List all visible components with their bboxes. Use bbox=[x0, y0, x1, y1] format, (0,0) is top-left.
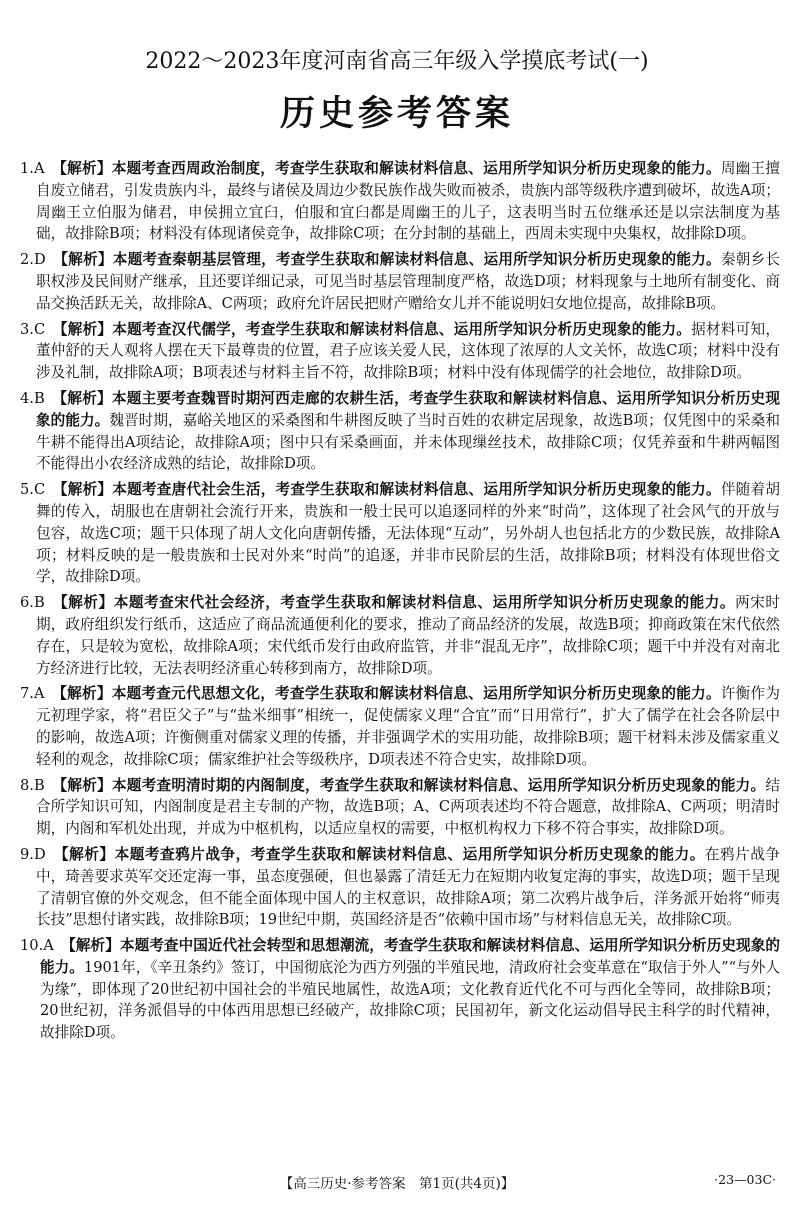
analysis-lead: 本题考查汉代儒学，考查学生获取和解读材料信息、运用所学知识分析历史现象的能力。 bbox=[112, 320, 692, 338]
analysis-lead: 本题考查唐代社会生活，考查学生获取和解读材料信息、运用所学知识分析历史现象的能力。 bbox=[112, 481, 721, 499]
answer-choice: A bbox=[33, 160, 45, 177]
analysis-body: 两宋时期，政府组织发行纸币，这适应了商品流通便利化的要求，推动了商品经济的发展，故选B项；抑商政策在宋代依然存在，只是较为宽松，故排除A项；宋代纸币发行由政府监管，并非“混乱无序”，故排除C项；题干中并没有对南北方经济进行比较，无法表明经济重心转移到南方，故排除D项。 bbox=[36, 594, 780, 677]
analysis-tag: 【解析】 bbox=[60, 594, 114, 612]
analysis-lead: 本题考查宋代社会经济，考查学生获取和解读材料信息、运用所学知识分析历史现象的能力。 bbox=[113, 594, 736, 612]
analysis-lead: 本题考查鸦片战争，考查学生获取和解读材料信息、运用所学知识分析历史现象的能力。 bbox=[114, 845, 705, 863]
answer-choice: B bbox=[33, 389, 45, 407]
answer-number: 5. bbox=[20, 481, 34, 499]
analysis-tag: 【解析】 bbox=[59, 685, 112, 703]
analysis-lead: 本题考查明清时期的内阁制度，考查学生获取和解读材料信息、运用所学知识分析历史现象的能力。 bbox=[111, 776, 766, 794]
answer-item-10 bbox=[20, 935, 780, 1044]
answer-choice: C bbox=[33, 481, 46, 499]
analysis-body: 在鸦片战争中，琦善要求英军交还定海一事，虽态度强硬，但也暴露了清廷无力在短期内收复定海的事实，故选D项；题干呈现了清朝官僚的外交观念，但不能全面体现中国人的主权意识，故排除A项；第二次鸦片战争后，洋务派开始将“师夷长技”思想付诸实践，故排除B项；19世纪中期，英国经济是否“依赖中国市场”与材料信息无关，故排除C项。 bbox=[36, 845, 780, 929]
analysis-lead: 本题考查中国近代社会转型和思想潮流，考查学生获取和解读材料信息、运用所学知识分析历史现象的能力。 bbox=[40, 937, 780, 976]
document-title: 历史参考答案 bbox=[279, 94, 514, 134]
answer-choice: C bbox=[33, 320, 46, 338]
answer-item-6 bbox=[20, 592, 780, 679]
analysis-tag: 【解析】 bbox=[60, 320, 113, 338]
analysis-body: 魏晋时期，嘉峪关地区的采桑图和牛耕图反映了当时百姓的农耕定居现象，故选B项；仅凭图中的采桑和牛耕不能得出A项结论，故排除A项；图中只有采桑画面，并未体现缫丝技术，故排除C项；仅凭养蚕和牛耕两幅图不能得出小农经济成熟的结论，故排除D项。 bbox=[36, 411, 780, 473]
analysis-body: 周幽王擅自废立储君，引发贵族内斗，最终与诸侯及周边少数民族作战失败而被杀，贵族内部等级秩序遭到破坏，故选A项；周幽王立伯服为储君，申侯拥立宜臼，伯服和宜臼都是周幽王的儿子，这表明当时五位继承还是以宗法制度为基础，故排除B项；材料没有体现诸侯竞争，故排除C项；在分封制的基础上，西周未实现中央集权，故排除D项。 bbox=[36, 160, 780, 243]
analysis-tag: 【解析】 bbox=[59, 776, 112, 794]
answer-item-3 bbox=[20, 319, 780, 384]
analysis-tag: 【解析】 bbox=[60, 251, 113, 269]
answer-item-7 bbox=[20, 683, 780, 770]
analysis-body: 许衡作为元初理学家，将“君臣父子”与“盐米细事”相统一，促使儒家义理“合宜”而“日用常行”，扩大了儒学在社会各阶层中的影响，故选A项；许衡侧重对儒家义理的传播，并非强调学术的实用功能，故排除B项；题干材料未涉及儒家重义轻利的观念，故排除C项；儒家维护社会等级秩序，D项表述不符合史实，故排除D项。 bbox=[36, 685, 780, 768]
answer-number: 1. bbox=[20, 160, 34, 177]
exam-title: 2022～2023年度河南省高三年级入学摸底考试(一) bbox=[145, 49, 649, 74]
answer-choice: A bbox=[33, 685, 45, 703]
analysis-tag: 【解析】 bbox=[60, 481, 113, 499]
answer-item-4 bbox=[20, 388, 780, 475]
answer-choice: D bbox=[33, 845, 46, 863]
analysis-lead: 本题考查元代思想文化，考查学生获取和解读材料信息、运用所学知识分析历史现象的能力。 bbox=[111, 685, 721, 703]
answer-item-8 bbox=[20, 775, 780, 840]
answer-number: 8. bbox=[20, 776, 34, 794]
answer-choice: D bbox=[33, 251, 46, 269]
analysis-lead: 本题考查秦朝基层管理，考查学生获取和解读材料信息、运用所学知识分析历史现象的能力。 bbox=[112, 251, 721, 269]
answer-number: 7. bbox=[20, 685, 34, 703]
answer-number: 9. bbox=[20, 845, 34, 863]
answer-item-2 bbox=[20, 249, 780, 314]
analysis-lead: 本题考查西周政治制度，考查学生获取和解读材料信息、运用所学知识分析历史现象的能力。 bbox=[111, 160, 721, 177]
answer-item-5 bbox=[20, 479, 780, 588]
analysis-body: 结合所学知识可知，内阁制度是君主专制的产物，故选B项；A、C两项表述均不符合题意，故排除A、C两项；明清时期，内阁和军机处出现，并成为中枢机构，以适应皇权的需要，中枢机构权力下移不符合事实，故排除D项。 bbox=[36, 776, 780, 838]
analysis-body: 1901年，《辛丑条约》签订，中国彻底沦为西方列强的半殖民地，清政府社会变革意在“取信于外人”“与外人为缘”，即体现了20世纪初中国社会的半殖民地属性，故选A项；文化教育近代化不可与西化全等同，故排除B项；20世纪初，洋务派倡导的中体西用思想已经破产，故排除C项；民国初年，新文化运动倡导民主科学的时代精神，故排除D项。 bbox=[40, 958, 780, 1042]
answer-number: 6. bbox=[20, 594, 34, 612]
answer-choice: B bbox=[33, 776, 45, 794]
paper-code: ·23—03C· bbox=[714, 1172, 776, 1187]
analysis-tag: 【解析】 bbox=[59, 389, 112, 407]
analysis-body: 伴随着胡舞的传入，胡服也在唐朝社会流行开来，贵族和一般士民可以追逐同样的外来“时尚”，这体现了社会风气的开放与包容，故选C项；题干只体现了胡人文化向唐朝传播，无法体现“互动”，另外胡人也包括北方的少数民族，故排除A项；材料反映的是一般贵族和士民对外来“时尚”的追逐，并非市民阶层的生活，故排除B项；材料没有体现世俗文学，故排除D项。 bbox=[36, 481, 780, 586]
answer-number: 4. bbox=[20, 389, 34, 407]
analysis-body: 据材料可知，董仲舒的天人观将人摆在天下最尊贵的位置，君子应该关爱人民，这体现了浓厚的人文关怀，故选C项；材料中没有涉及礼制，故排除A项；B项表述与材料主旨不符，故排除B项；材料中没有体现儒学的社会地位，故排除D项。 bbox=[36, 320, 780, 382]
answer-item-9 bbox=[20, 844, 780, 931]
answer-choice: B bbox=[33, 594, 45, 612]
answer-choice: A bbox=[43, 937, 54, 955]
answer-list bbox=[20, 158, 780, 1048]
answer-item-1 bbox=[20, 158, 780, 245]
answer-number: 10. bbox=[20, 937, 44, 955]
analysis-lead: 本题主要考查魏晋时期河西走廊的农耕生活，考查学生获取和解读材料信息、运用所学知识分析历史现象的能力。 bbox=[36, 389, 780, 429]
page-footer bbox=[0, 1172, 794, 1192]
answer-number: 2. bbox=[20, 251, 34, 269]
answer-number: 3. bbox=[20, 320, 34, 338]
page-label: 【高三历史·参考答案 第1页(共4页)】 bbox=[279, 1176, 515, 1192]
analysis-body: 秦朝乡长职权涉及民间财产继承，且还要详细记录，可见当时基层管理制度严格，故选D项；材料现象与土地所有制变化、商品交换活跃无关，故排除A、C两项；政府允许居民把财产赠给女儿并不能说明妇女地位提高，故排除B项。 bbox=[36, 251, 780, 312]
analysis-tag: 【解析】 bbox=[59, 160, 112, 177]
analysis-tag: 【解析】 bbox=[68, 937, 120, 955]
analysis-tag: 【解析】 bbox=[61, 845, 115, 863]
